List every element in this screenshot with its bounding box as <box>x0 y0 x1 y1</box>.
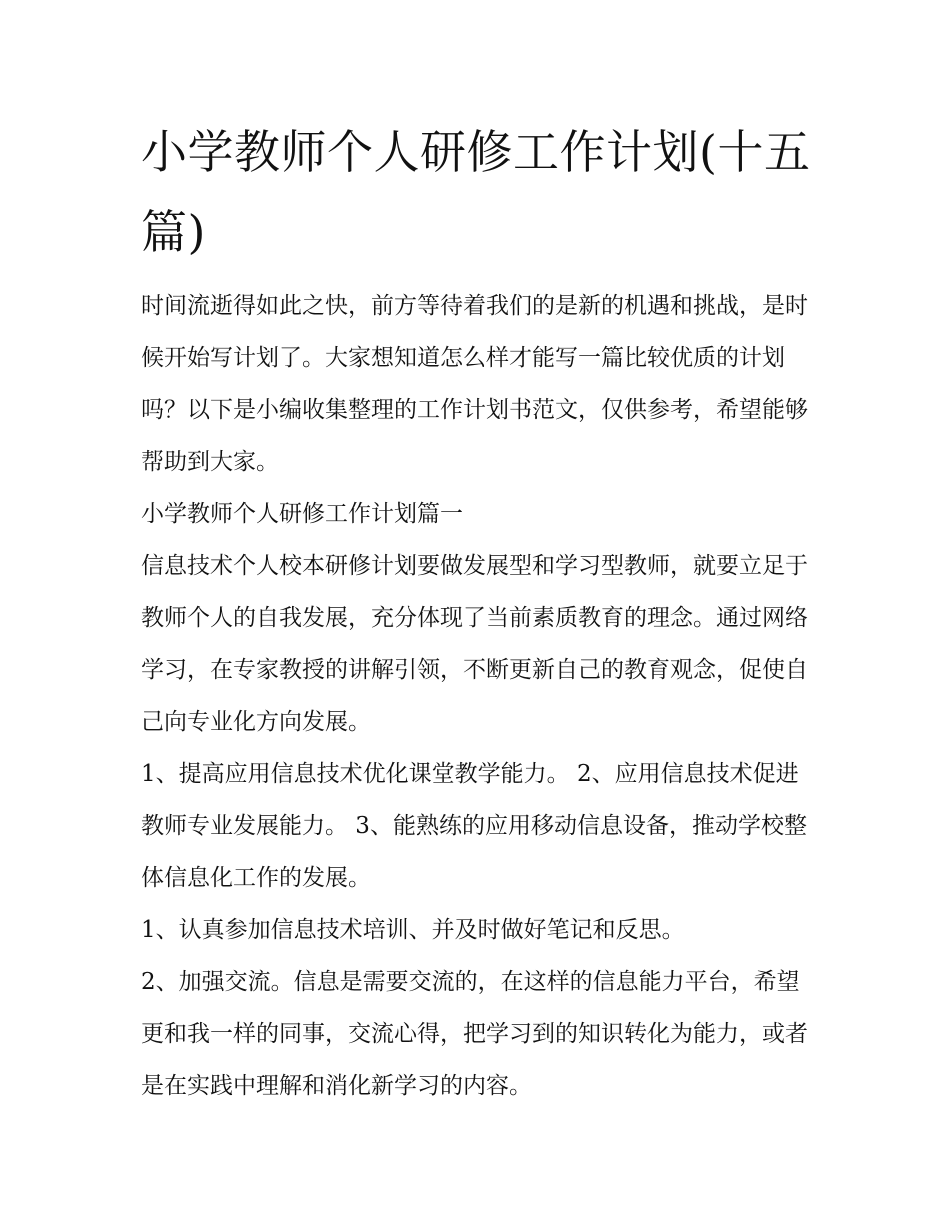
section-heading: 小学教师个人研修工作计划篇一 <box>141 501 463 527</box>
paragraph-goals: 1、提高应用信息技术优化课堂教学能力。 2、应用信息技术促进教师专业发展能力。 3、能熟练的应用移动信息设备，推动学校整体信息化工作的发展。 <box>141 761 807 891</box>
paragraph-measure-1: 1、认真参加信息技术培训、并及时做好笔记和反思。 <box>141 917 685 943</box>
document-title: 小学教师个人研修工作计划(十五篇) <box>141 125 811 259</box>
paragraph-overview: 信息技术个人校本研修计划要做发展型和学习型教师，就要立足于教师个人的自我发展，充分体现了当前素质教育的理念。通过网络学习，在专家教授的讲解引领，不断更新自己的教育观念，促使自己向专业化方向发展。 <box>141 553 808 735</box>
document-body <box>141 112 816 1112</box>
paragraph-measure-2: 2、加强交流。信息是需要交流的，在这样的信息能力平台，希望更和我一样的同事，交流心得，把学习到的知识转化为能力，或者是在实践中理解和消化新学习的内容。 <box>141 969 808 1099</box>
intro-paragraph: 时间流逝得如此之快，前方等待着我们的是新的机遇和挑战，是时候开始写计划了。大家想知道怎么样才能写一篇比较优质的计划吗？以下是小编收集整理的工作计划书范文，仅供参考，希望能够帮助到大家。 <box>141 293 808 475</box>
